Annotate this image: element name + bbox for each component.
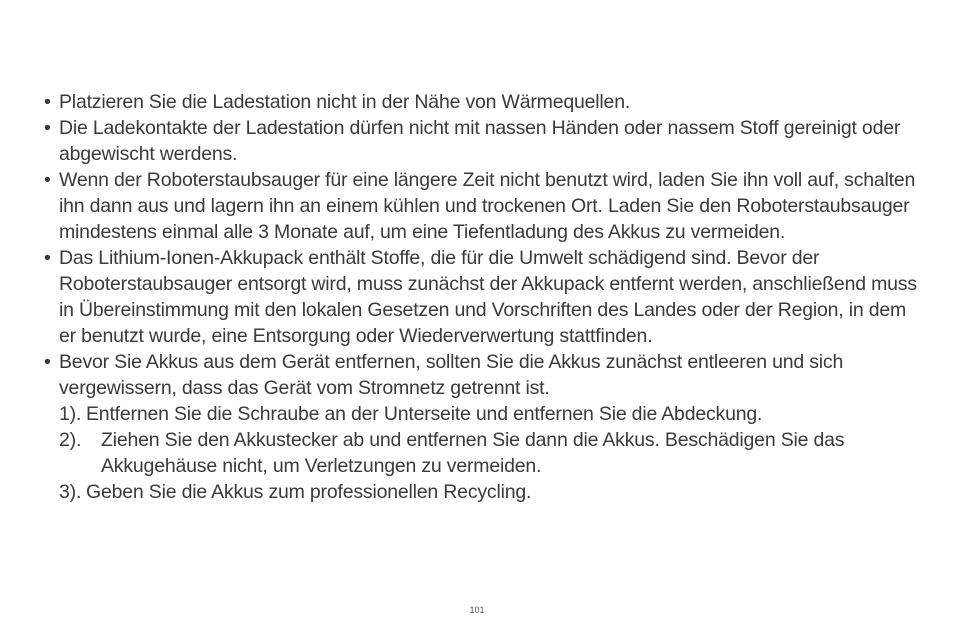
bullet-item (44, 115, 924, 167)
step-text: Ziehen Sie den Akkustecker ab und entfernen Sie dann die Akkus. Beschädigen Sie das Akkugehäuse nicht, um Verletzungen zu vermeiden. (101, 429, 845, 477)
page-number: 101 (469, 605, 485, 615)
bullet-text: Bevor Sie Akkus aus dem Gerät entfernen, sollten Sie die Akkus zunächst entleeren und sich vergewissern, dass das Gerät vom Stromnetz getrennt ist. (59, 351, 844, 399)
step-text: Entfernen Sie die Schraube an der Unterseite und entfernen Sie die Abdeckung. (86, 403, 763, 425)
step-number: 1). (59, 403, 82, 425)
bullet-dot: • (44, 169, 51, 191)
bullet-text: Platzieren Sie die Ladestation nicht in der Nähe von Wärmequellen. (59, 91, 631, 113)
step-item (44, 401, 924, 427)
bullet-item (44, 89, 924, 115)
step-number: 3). (59, 481, 82, 503)
step-item (44, 479, 924, 505)
step-number: 2). (59, 429, 82, 451)
bullet-dot: • (44, 247, 51, 269)
bullet-item (44, 349, 924, 401)
bullet-item (44, 245, 924, 349)
bullet-text: Wenn der Roboterstaubsauger für eine längere Zeit nicht benutzt wird, laden Sie ihn voll auf, schalten ihn dann aus und lagern ihn an einem kühlen und trockenen Ort. Laden Sie den Roboterstaubsauger mindestens einmal alle 3 Monate auf, um eine Tiefentladung des Akkus zu vermeiden. (59, 169, 916, 243)
bullet-dot: • (44, 351, 51, 373)
step-item (44, 427, 924, 479)
bullet-item (44, 167, 924, 245)
bullet-text: Das Lithium-Ionen-Akkupack enthält Stoffe, die für die Umwelt schädigend sind. Bevor der Roboterstaubsauger entsorgt wird, muss zunächst der Akkupack entfernt werden, anschließend muss in Übereinstimmung mit den lokalen Gesetzen und Vorschriften des Landes oder der Region, in dem er benutzt wurde, eine Entsorgung oder Wiederverwertung stattfinden. (59, 247, 917, 347)
bullet-text: Die Ladekontakte der Ladestation dürfen nicht mit nassen Händen oder nassem Stoff gereinigt oder abgewischt werdens. (59, 117, 901, 165)
bullet-dot: • (44, 117, 51, 139)
step-text: Geben Sie die Akkus zum professionellen Recycling. (86, 481, 532, 503)
bullet-dot: • (44, 91, 51, 113)
instructions-content (44, 89, 924, 505)
